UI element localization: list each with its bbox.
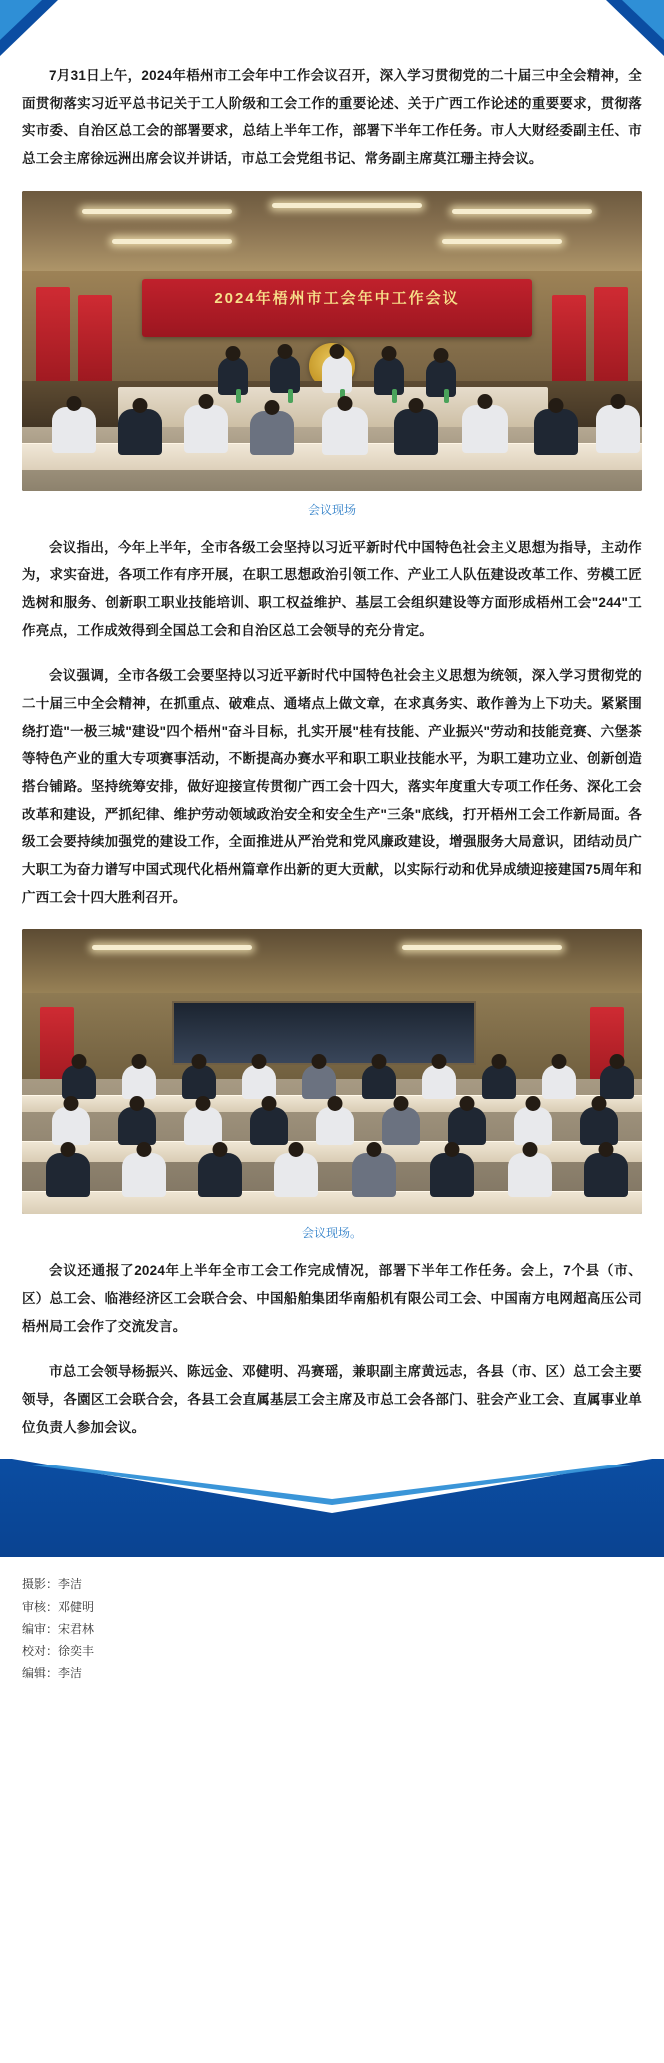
- photo2-attendee: [542, 1065, 576, 1099]
- photo2-attendee: [382, 1107, 420, 1145]
- photo2-attendee: [316, 1107, 354, 1145]
- photo1-stage-banner: [142, 279, 532, 337]
- photo1-audience-person: [184, 405, 228, 453]
- photo1-audience-person: [596, 405, 640, 453]
- photo2-attendee: [580, 1107, 618, 1145]
- photo1-seated-person: [322, 355, 352, 393]
- photo1-audience-person: [250, 411, 294, 455]
- photo2-attendee: [482, 1065, 516, 1099]
- credit-reviewer: 审核：邓健明: [22, 1599, 95, 1614]
- photo2-attendee: [182, 1065, 216, 1099]
- paragraph-5: 市总工会领导杨振兴、陈远金、邓健明、冯赛瑶，兼职副主席黄远志，各县（市、区）总工会主要领导，各園区工会联合会，各县工会直属基层工会主席及市总工会各部门、驻会产业工会、直属事业单位负责人参加会议。: [22, 1364, 642, 1435]
- figure-2-caption: 会议现场。: [301, 1226, 362, 1241]
- photo2-attendee: [448, 1107, 486, 1145]
- photo1-audience-person: [534, 409, 578, 455]
- photo1-side-banner-right2: [552, 295, 586, 395]
- photo1-water-bottle: [444, 389, 449, 403]
- paragraph-3: 会议强调，全市各级工会要坚持以习近平新时代中国特色社会主义思想为统领，深入学习贯彻党的二十届三中全会精神，在抓重点、破难点、通堵点上做文章，在求真务实、敢作善为上下功夫。紧紧围绕打造"一极三城"建设"四个梧州"奋斗目标，扎实开展"桂有技能、产业振兴"劳动和技能竞赛、六堡茶等特色产业的重大专项赛事活动，不断提高办赛水平和职工职业技能水平，为职工建功立业、创新创造搭台铺路。坚持统筹安排，做好迎接宣传贯彻广西工会十四大，落实年度重大专项工作任务、深化工会改革和建设，严抓纪律、维护劳动领域政治安全和安全生产"三条"底线，打开梧州工会工作新局面。各级工会要持续加强党的建设工作，全面推进从严治党和党风廉政建设，增强服务大局意识，团结动员广大职工为奋力谱写中国式现代化梧州篇章作出新的更大贡献，以实际行动和优异成绩迎接建国75周年和广西工会十四大胜利召开。: [22, 668, 642, 905]
- photo1-audience-person: [118, 409, 162, 455]
- photo2-ceiling-light: [92, 945, 252, 950]
- photo2-ceiling: [22, 929, 642, 999]
- photo1-water-bottle: [236, 389, 241, 403]
- photo2-attendee: [46, 1153, 90, 1197]
- photo1-seated-person: [218, 357, 248, 395]
- figure-1-caption: 会议现场: [307, 502, 356, 517]
- photo2-attendee: [250, 1107, 288, 1145]
- photo2-attendee: [600, 1065, 634, 1099]
- photo1-audience-person: [322, 407, 368, 455]
- paragraph-1: 7月31日上午，2024年梧州市工会年中工作会议召开，深入学习贯彻党的二十届三中全会精神，全面贯彻落实习近平总书记关于工人阶级和工会工作的重要论述、关于广西工作论述的重要要求，贯彻落实市委、自治区总工会的部署要求，总结上半年工作，部署下半年工作任务。市人大财经委副主任、市总工会主席徐远洲出席会议并讲话，市总工会党组书记、常务副主席莫江珊主持会议。: [22, 68, 642, 167]
- credit-editor: 编辑：李洁: [22, 1666, 83, 1681]
- photo1-ceiling-light: [112, 239, 232, 244]
- credit-photographer: 摄影：李洁: [22, 1577, 83, 1592]
- figure-1: [22, 191, 642, 518]
- photo2-attendee: [242, 1065, 276, 1099]
- credit-editor-in-chief: 编审：宋君林: [22, 1621, 95, 1636]
- photo2-attendee: [122, 1153, 166, 1197]
- paragraph-2: 会议指出，今年上半年，全市各级工会坚持以习近平新时代中国特色社会主义思想为指导，主动作为，求实奋进，各项工作有序开展，在职工思想政治引领工作、产业工人队伍建设改革工作、劳模工匠选树和服务、创新职工职业技能培训、职工权益维护、基层工会组织建设等方面形成梧州工会"244"工作亮点，工作成效得到全国总工会和自治区总工会领导的充分肯定。: [22, 539, 642, 638]
- photo2-attendee: [122, 1065, 156, 1099]
- meeting-photo-2: [22, 929, 642, 1214]
- photo2-attendee: [62, 1065, 96, 1099]
- photo2-attendee: [422, 1065, 456, 1099]
- photo2-attendee: [52, 1107, 90, 1145]
- photo1-seated-person: [426, 359, 456, 397]
- paragraph-4: 会议还通报了2024年上半年全市工会工作完成情况，部署下半年工作任务。会上，7个县（市、区）总工会、临港经济区工会联合会、中国船舶集团华南船机有限公司工会、中国南方电网超高压公司梧州局工会作了交流发言。: [22, 1263, 642, 1334]
- photo1-seated-person: [374, 357, 404, 395]
- photo2-ceiling-light: [402, 945, 562, 950]
- photo2-attendee: [514, 1107, 552, 1145]
- figure-2: [22, 929, 642, 1241]
- photo2-attendee: [508, 1153, 552, 1197]
- photo2-attendee: [584, 1153, 628, 1197]
- photo1-audience-person: [394, 409, 438, 455]
- photo2-attendee: [352, 1153, 396, 1197]
- credit-proofreader: 校对：徐奕丰: [22, 1644, 95, 1659]
- photo2-attendee: [184, 1107, 222, 1145]
- decorative-bottom-band: [0, 1459, 664, 1557]
- photo1-water-bottle: [392, 389, 397, 403]
- credits-block: [0, 1557, 664, 1710]
- meeting-photo-1: [22, 191, 642, 491]
- photo1-audience-person: [52, 407, 96, 453]
- photo1-ceiling-light: [442, 239, 562, 244]
- photo1-seated-person: [270, 355, 300, 393]
- photo2-attendee: [302, 1065, 336, 1099]
- photo1-ceiling-light: [82, 209, 232, 214]
- photo2-attendee: [198, 1153, 242, 1197]
- photo1-banner-text: 2024年梧州市工会年中工作会议: [214, 289, 460, 307]
- photo1-ceiling-light: [452, 209, 592, 214]
- photo1-side-banner-left2: [78, 295, 112, 395]
- photo2-attendee: [430, 1153, 474, 1197]
- photo1-water-bottle: [288, 389, 293, 403]
- photo2-attendee: [118, 1107, 156, 1145]
- photo2-attendee: [274, 1153, 318, 1197]
- photo1-ceiling-light: [272, 203, 422, 208]
- photo1-audience-person: [462, 405, 508, 453]
- photo2-attendee: [362, 1065, 396, 1099]
- band-stripe-white: [56, 1465, 608, 1499]
